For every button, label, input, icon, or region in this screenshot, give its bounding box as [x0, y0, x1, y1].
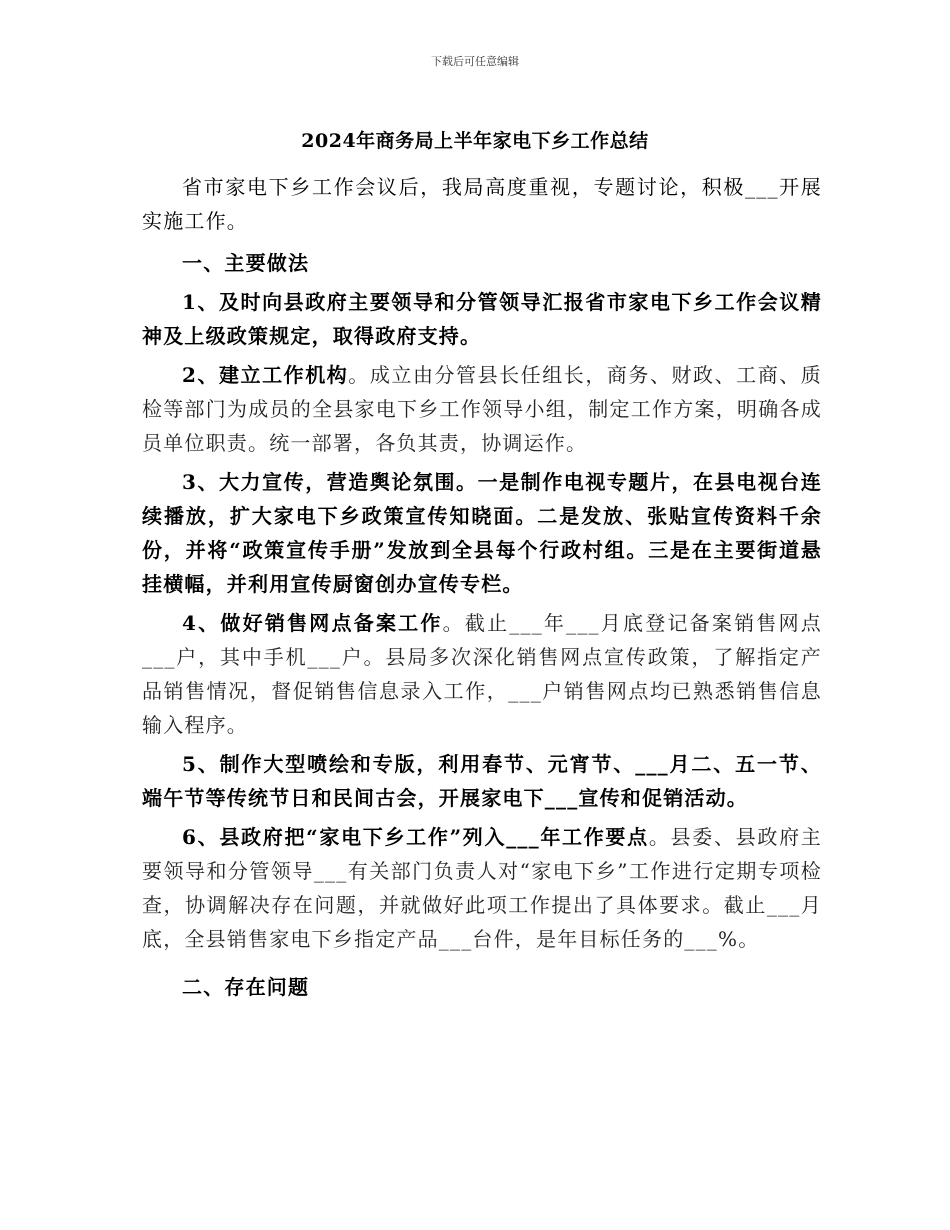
item-2-paragraph — [142, 358, 822, 460]
document-title: 2024年商务局上半年家电下乡工作总结 — [301, 130, 649, 152]
item-5-paragraph: 5、制作大型喷绘和专版，利用春节、元宵节、___月二、五一节、端午节等传统节日和民间古会，开展家电下___宣传和促销活动。 — [142, 752, 822, 810]
item-3-paragraph: 3、大力宣传，营造舆论氛围。一是制作电视专题片，在县电视台连续播放，扩大家电下乡政策宣传知晓面。二是发放、张贴宣传资料千余份，并将“政策宣传手册”发放到全县每个行政村组。三是在主要街道悬挂横幅，并利用宣传厨窗创办宣传专栏。 — [142, 470, 822, 596]
section-heading-main-practices: 一、主要做法 — [182, 251, 310, 275]
document-body — [142, 170, 822, 1004]
item-2-text: 。成立由分管县长任组长，商务、财政、工商、质检等部门为成员的全县家电下乡工作领导小组，制定工作方案，明确各成员单位职责。统一部署，各负其责，协调运作。 — [142, 363, 822, 455]
item-4-lead: 4、做好销售网点备案工作 — [182, 611, 443, 635]
item-6-lead: 6、县政府把“家电下乡工作”列入___年工作要点 — [182, 825, 649, 849]
item-2-lead: 2、建立工作机构 — [182, 363, 349, 387]
item-4-text: 。截止___年___月底登记备案销售网点___户，其中手机___户。县局多次深化销售网点宣传政策，了解指定产品销售情况，督促销售信息录入工作，___户销售网点均已熟悉销售信息输入程序。 — [142, 611, 822, 737]
intro-paragraph: 省市家电下乡工作会议后，我局高度重视，专题讨论，积极___开展实施工作。 — [142, 175, 822, 233]
item-4-paragraph — [142, 606, 822, 742]
item-6-text: 。县委、县政府主要领导和分管领导___有关部门负责人对“家电下乡”工作进行定期专项检查，协调解决存在问题，并就做好此项工作提出了具体要求。截止___月底，全县销售家电下乡指定产品___台件，是年目标任务的___%。 — [142, 825, 822, 951]
item-1-paragraph: 1、及时向县政府主要领导和分管领导汇报省市家电下乡工作会议精神及上级政策规定，取得政府支持。 — [142, 290, 822, 348]
section-heading-problems: 二、存在问题 — [182, 975, 310, 999]
item-6-paragraph — [142, 820, 822, 956]
page-header-note: 下载后可任意编辑 — [431, 55, 519, 68]
